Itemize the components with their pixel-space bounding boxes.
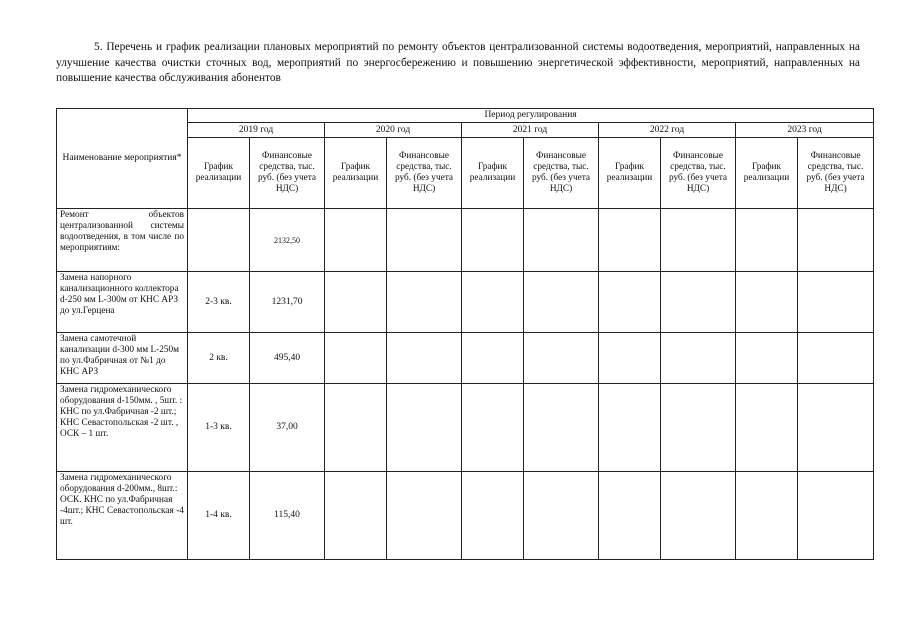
finance-2019-cell: 115,40 <box>250 472 325 560</box>
activities-table <box>56 108 874 560</box>
table-row <box>57 384 874 472</box>
table-row <box>57 472 874 560</box>
activity-name-cell: Замена напорного канализационного коллектора d-250 мм L-300м от КНС АРЗ до ул.Герцена <box>57 272 188 333</box>
schedule-header-2021: График реализации <box>462 138 524 209</box>
finance-header-2021: Финансовые средства, тыс. руб. (без учета НДС) <box>524 138 599 209</box>
activity-name-cell: Замена гидромеханического оборудования d-150мм. , 5шт. : КНС по ул.Фабричная -2 шт.; КНС Севастопольская -2 шт. , ОСК – 1 шт. <box>57 384 188 472</box>
table-row <box>57 333 874 384</box>
period-header: Период регулирования <box>188 109 874 123</box>
finance-2019-cell: 37,00 <box>250 384 325 472</box>
year-header-2021: 2021 год <box>462 123 599 138</box>
finance-header-2022: Финансовые средства, тыс. руб. (без учета НДС) <box>661 138 736 209</box>
finance-header-2023: Финансовые средства, тыс. руб. (без учета НДС) <box>798 138 874 209</box>
year-header-2020: 2020 год <box>325 123 462 138</box>
finance-header-2019: Финансовые средства, тыс. руб. (без учета НДС) <box>250 138 325 209</box>
year-header-2023: 2023 год <box>736 123 874 138</box>
schedule-header-2023: График реализации <box>736 138 798 209</box>
activity-name-cell: Ремонт объектов централизованной системы водоотведения, в том числе по мероприятиям: <box>57 209 188 272</box>
finance-2019-cell: 495,40 <box>250 333 325 384</box>
schedule-2019-cell: 1-4 кв. <box>188 472 250 560</box>
column-header-activity-name: Наименование мероприятия* <box>57 109 188 209</box>
section-heading-text: 5. Перечень и график реализации плановых мероприятий по ремонту объектов централизованной системы водоотведения, мероприятий, направленных на улучшение качества очистки сточных вод, мероприятий по энергосбережению и повышению энергетической эффективности, мероприятий, направленных на повышение качества обслуживания абонентов <box>56 41 860 84</box>
table-row <box>57 272 874 333</box>
finance-2019-cell: 1231,70 <box>250 272 325 333</box>
schedule-header-2019: График реализации <box>188 138 250 209</box>
finance-header-2020: Финансовые средства, тыс. руб. (без учета НДС) <box>387 138 462 209</box>
schedule-2019-cell: 2-3 кв. <box>188 272 250 333</box>
activity-name-cell: Замена самотечной канализации d-300 мм L-250м по ул.Фабричная от №1 до КНС АРЗ <box>57 333 188 384</box>
schedule-2019-cell: 1-3 кв. <box>188 384 250 472</box>
schedule-2019-cell <box>188 209 250 272</box>
table-row <box>57 209 874 272</box>
finance-2019-cell: 2132,50 <box>250 209 325 272</box>
year-header-2019: 2019 год <box>188 123 325 138</box>
schedule-header-2022: График реализации <box>599 138 661 209</box>
section-heading <box>56 40 860 87</box>
activity-name-cell: Замена гидромеханического оборудования d-200мм., 8шт.: ОСК. КНС по ул.Фабричная -4шт.; КНС Севастопольская -4 шт. <box>57 472 188 560</box>
year-header-2022: 2022 год <box>599 123 736 138</box>
schedule-header-2020: График реализации <box>325 138 387 209</box>
schedule-2019-cell: 2 кв. <box>188 333 250 384</box>
